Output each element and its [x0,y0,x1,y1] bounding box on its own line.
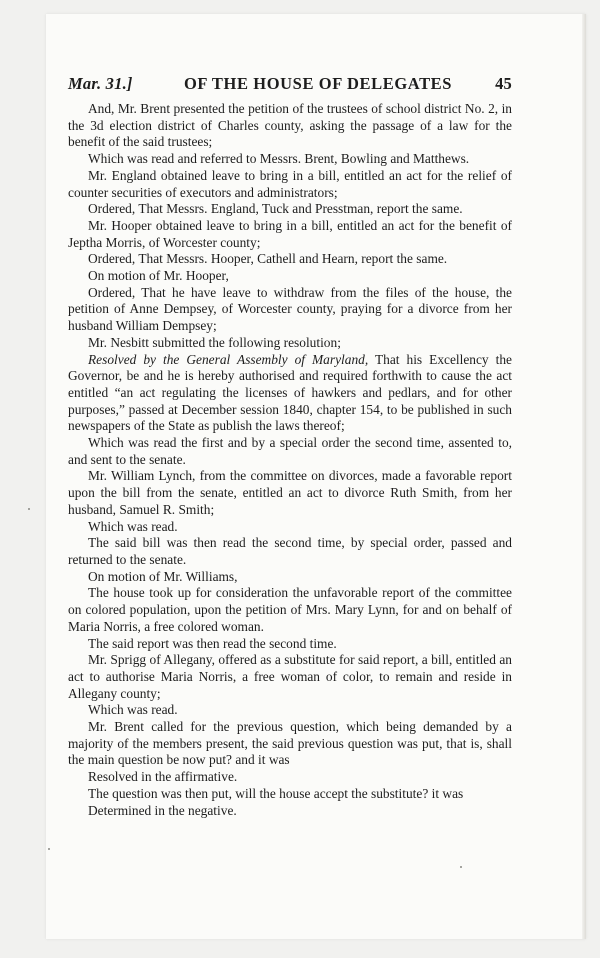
paper-speck [460,866,462,868]
paper-speck [48,848,50,850]
paragraph [68,786,512,803]
paragraph-text: Mr. Hooper obtained leave to bring in a bill, entitled an act for the benefit of Jeptha Morris, of Worcester county; [68,217,512,250]
paragraph [68,585,512,635]
paragraph-text: Mr. Sprigg of Allegany, offered as a substitute for said report, a bill, entitled an act to authorise Maria Norris, a free woman of color, to remain and reside in Allegany county; [68,652,512,701]
paragraph [68,636,512,653]
paragraph-text: The said bill was then read the second time, by special order, passed and returned to the senate. [68,535,512,567]
paragraph [68,769,512,786]
paragraph-text: That his Excellency the Governor, be and he is hereby authorised and required forthwith to cause the act entitled “an act regulating the licenses of hawkers and pedlars, and for other purposes,” passed at December session 1840, chapter 154, to be published in such newspapers of the State as publish the laws thereof; [68,351,512,434]
paragraph-text: Resolved in the affirmative. [88,769,238,785]
paragraph-text: Which was read the first and by a special order the second time, assented to, and sent to the senate. [68,435,512,467]
paragraph-text: Which was read. [88,702,178,718]
paragraph [68,569,512,586]
paragraph [68,435,512,468]
paragraph [68,719,512,769]
paragraph [68,519,512,536]
paragraph [68,652,512,702]
paragraph-text: The house took up for consideration the unfavorable report of the committee on colored population, upon the petition of Mrs. Mary Lynn, for and on behalf of Maria Norris, a free colored woman. [68,585,512,634]
page-edge-shadow [582,14,586,939]
paragraph-text: On motion of Mr. Williams, [88,568,238,584]
paragraph [68,803,512,820]
paragraph-text: Which was read and referred to Messrs. Brent, Bowling and Matthews. [88,151,470,167]
paragraph-text: Ordered, That he have leave to withdraw from the files of the house, the petition of Anne Dempsey, of Worcester county, praying for a divorce from her husband William Dempsey; [68,284,512,334]
paragraph [68,218,512,251]
header-title: OF THE HOUSE OF DELEGATES [184,74,453,93]
paragraph-text: Mr. William Lynch, from the committee on divorces, made a favorable report upon the bill from the senate, entitled an act to divorce Ruth Smith, from her husband, Samuel R. Smith; [68,468,512,517]
paragraph [68,335,512,352]
running-header [68,74,512,98]
paragraph [68,251,512,268]
paragraph-text: Ordered, That Messrs. Hooper, Cathell and Hearn, report the same. [88,251,448,267]
paragraph [68,201,512,218]
paragraph [68,702,512,719]
paragraph-text: On motion of Mr. Hooper, [88,268,229,284]
resolution-lead: Resolved by the General Assembly of Maryland, [88,351,369,367]
paragraph-text: And, Mr. Brent presented the petition of the trustees of school district No. 2, in the 3d election district of Charles county, asking the passage of a law for the benefit of the said trustees; [68,101,512,150]
paragraph-text: The said report was then read the second time. [88,635,337,651]
paragraph-text: Mr. England obtained leave to bring in a bill, entitled an act for the relief of counter securities of executors and administrators; [68,167,512,200]
paragraph-text: Ordered, That Messrs. England, Tuck and Presstman, report the same. [88,201,463,217]
page-number: 45 [495,74,512,93]
paragraph [68,168,512,201]
paragraph [68,285,512,335]
paper-speck [28,508,30,510]
paragraph [68,468,512,518]
paragraph-text: Mr. Nesbitt submitted the following resolution; [88,334,341,350]
header-date: Mar. 31.] [68,74,133,93]
paragraph [68,101,512,151]
paragraph [68,151,512,168]
paragraph [68,268,512,285]
paragraph-text: Determined in the negative. [88,802,237,818]
paragraph-text: Which was read. [88,518,178,534]
paragraph [68,535,512,568]
paragraph-text: The question was then put, will the house accept the substitute? it was [88,785,464,801]
paragraph-resolution [68,352,512,436]
journal-body [68,101,512,819]
paragraph-text: Mr. Brent called for the previous question, which being demanded by a majority of the members present, the said previous question was put, that is, shall the main question be now put? and it was [68,719,512,768]
